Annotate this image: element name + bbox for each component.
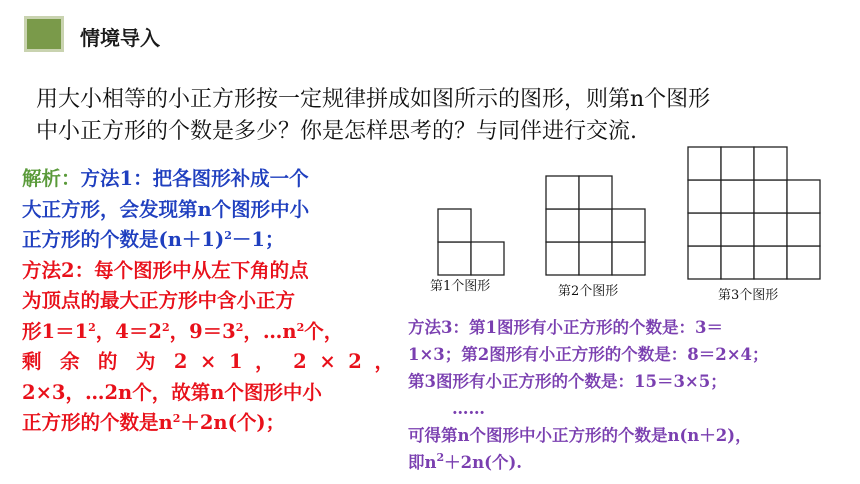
analysis-text xyxy=(22,164,394,439)
question-line-1: 用大小相等的小正方形按一定规律拼成如图所示的图形，则第n个图形 xyxy=(36,87,711,112)
m2c-part4: ，…n xyxy=(243,319,297,343)
method1-line-b: 大正方形，会发现第n个图形中小 xyxy=(22,197,310,221)
m2f-sup: 2 xyxy=(172,412,181,425)
grid-square xyxy=(579,242,612,275)
analysis-line-1 xyxy=(22,164,394,195)
m2f-part2: ＋2n(个)； xyxy=(180,411,286,434)
header-title: 情境导入 xyxy=(80,26,160,50)
grid-square xyxy=(754,246,787,279)
figure-3 xyxy=(688,147,820,279)
grid-square xyxy=(688,180,721,213)
m2c-part1: 形1＝1 xyxy=(22,319,89,343)
grid-square xyxy=(546,209,579,242)
grid-square xyxy=(688,246,721,279)
method1-line-c-end: －1； xyxy=(231,228,285,251)
grid-square xyxy=(787,180,820,213)
grid-square xyxy=(787,213,820,246)
m2c-sup4: 2 xyxy=(296,320,305,334)
grid-square xyxy=(721,246,754,279)
method1-line-c xyxy=(22,225,394,256)
grid-square xyxy=(721,180,754,213)
question-text xyxy=(36,84,836,148)
m2c-part5: 个， xyxy=(304,319,344,343)
m2c-sup2: 2 xyxy=(161,320,170,334)
method2-line-d: 剩 余 的 为 2 × 1 ， 2 × 2 ， xyxy=(22,350,394,373)
grid-square xyxy=(612,209,645,242)
grid-square xyxy=(546,242,579,275)
method1-sup: 2 xyxy=(224,229,232,242)
method2-line-f xyxy=(22,408,394,439)
m2c-part3: ，9＝3 xyxy=(169,319,236,343)
method3-line-6 xyxy=(408,449,848,476)
method2-line-c xyxy=(22,317,394,348)
m3-l6-part2: ＋2n(个). xyxy=(444,453,522,472)
method3-line-2: 1×3；第2图形有小正方形的个数是：8＝2×4； xyxy=(408,345,769,364)
method2-line-e: 2×3，…2n个，故第n个图形中小 xyxy=(22,380,322,404)
method3-ellipsis: …… xyxy=(452,399,485,418)
figure-2-label: 第2个图形 xyxy=(558,284,619,299)
grid-square xyxy=(579,176,612,209)
grid-square xyxy=(438,242,471,275)
method3-line-3: 第3图形有小正方形的个数是：15＝3×5； xyxy=(408,372,727,391)
grid-square xyxy=(721,147,754,180)
method2-line-b: 为顶点的最大正方形中含小正方 xyxy=(22,289,296,312)
m2c-part2: ，4＝2 xyxy=(95,319,162,343)
m2f-part1: 正方形的个数是n xyxy=(22,411,173,434)
m2c-sup1: 2 xyxy=(88,320,96,334)
method1-line-c-text: 正方形的个数是(n＋1) xyxy=(22,228,225,251)
m3-l6-part1: 即n xyxy=(408,453,437,472)
method3-text xyxy=(408,314,848,476)
method3-line-1: 方法3：第1图形有小正方形的个数是：3＝ xyxy=(408,318,723,337)
method3-line-5: 可得第n个图形中小正方形的个数是n(n＋2)， xyxy=(408,426,752,445)
analysis-prefix: 解析： xyxy=(22,167,81,190)
method2-line-a: 方法2：每个图形中从左下角的点 xyxy=(22,258,309,282)
figure-2 xyxy=(546,176,645,275)
question-line-2: 中小正方形的个数是多少？你是怎样思考的？与同伴进行交流. xyxy=(36,119,637,144)
figure-3-label: 第3个图形 xyxy=(718,288,779,303)
figure-1 xyxy=(438,209,504,275)
m3-l6-sup: 2 xyxy=(436,451,445,464)
figures-diagram xyxy=(400,140,840,310)
grid-square xyxy=(471,242,504,275)
grid-square xyxy=(787,246,820,279)
grid-square xyxy=(754,213,787,246)
grid-square xyxy=(721,213,754,246)
grid-square xyxy=(612,242,645,275)
grid-square xyxy=(754,147,787,180)
m2c-sup3: 2 xyxy=(235,320,244,334)
figure-1-label: 第1个图形 xyxy=(430,279,491,294)
grid-square xyxy=(688,147,721,180)
grid-square xyxy=(546,176,579,209)
grid-square xyxy=(579,209,612,242)
grid-square xyxy=(438,209,471,242)
header-square-icon xyxy=(24,16,64,52)
grid-square xyxy=(688,213,721,246)
grid-square xyxy=(754,180,787,213)
method1-line-a: 方法1：把各图形补成一个 xyxy=(80,167,309,190)
